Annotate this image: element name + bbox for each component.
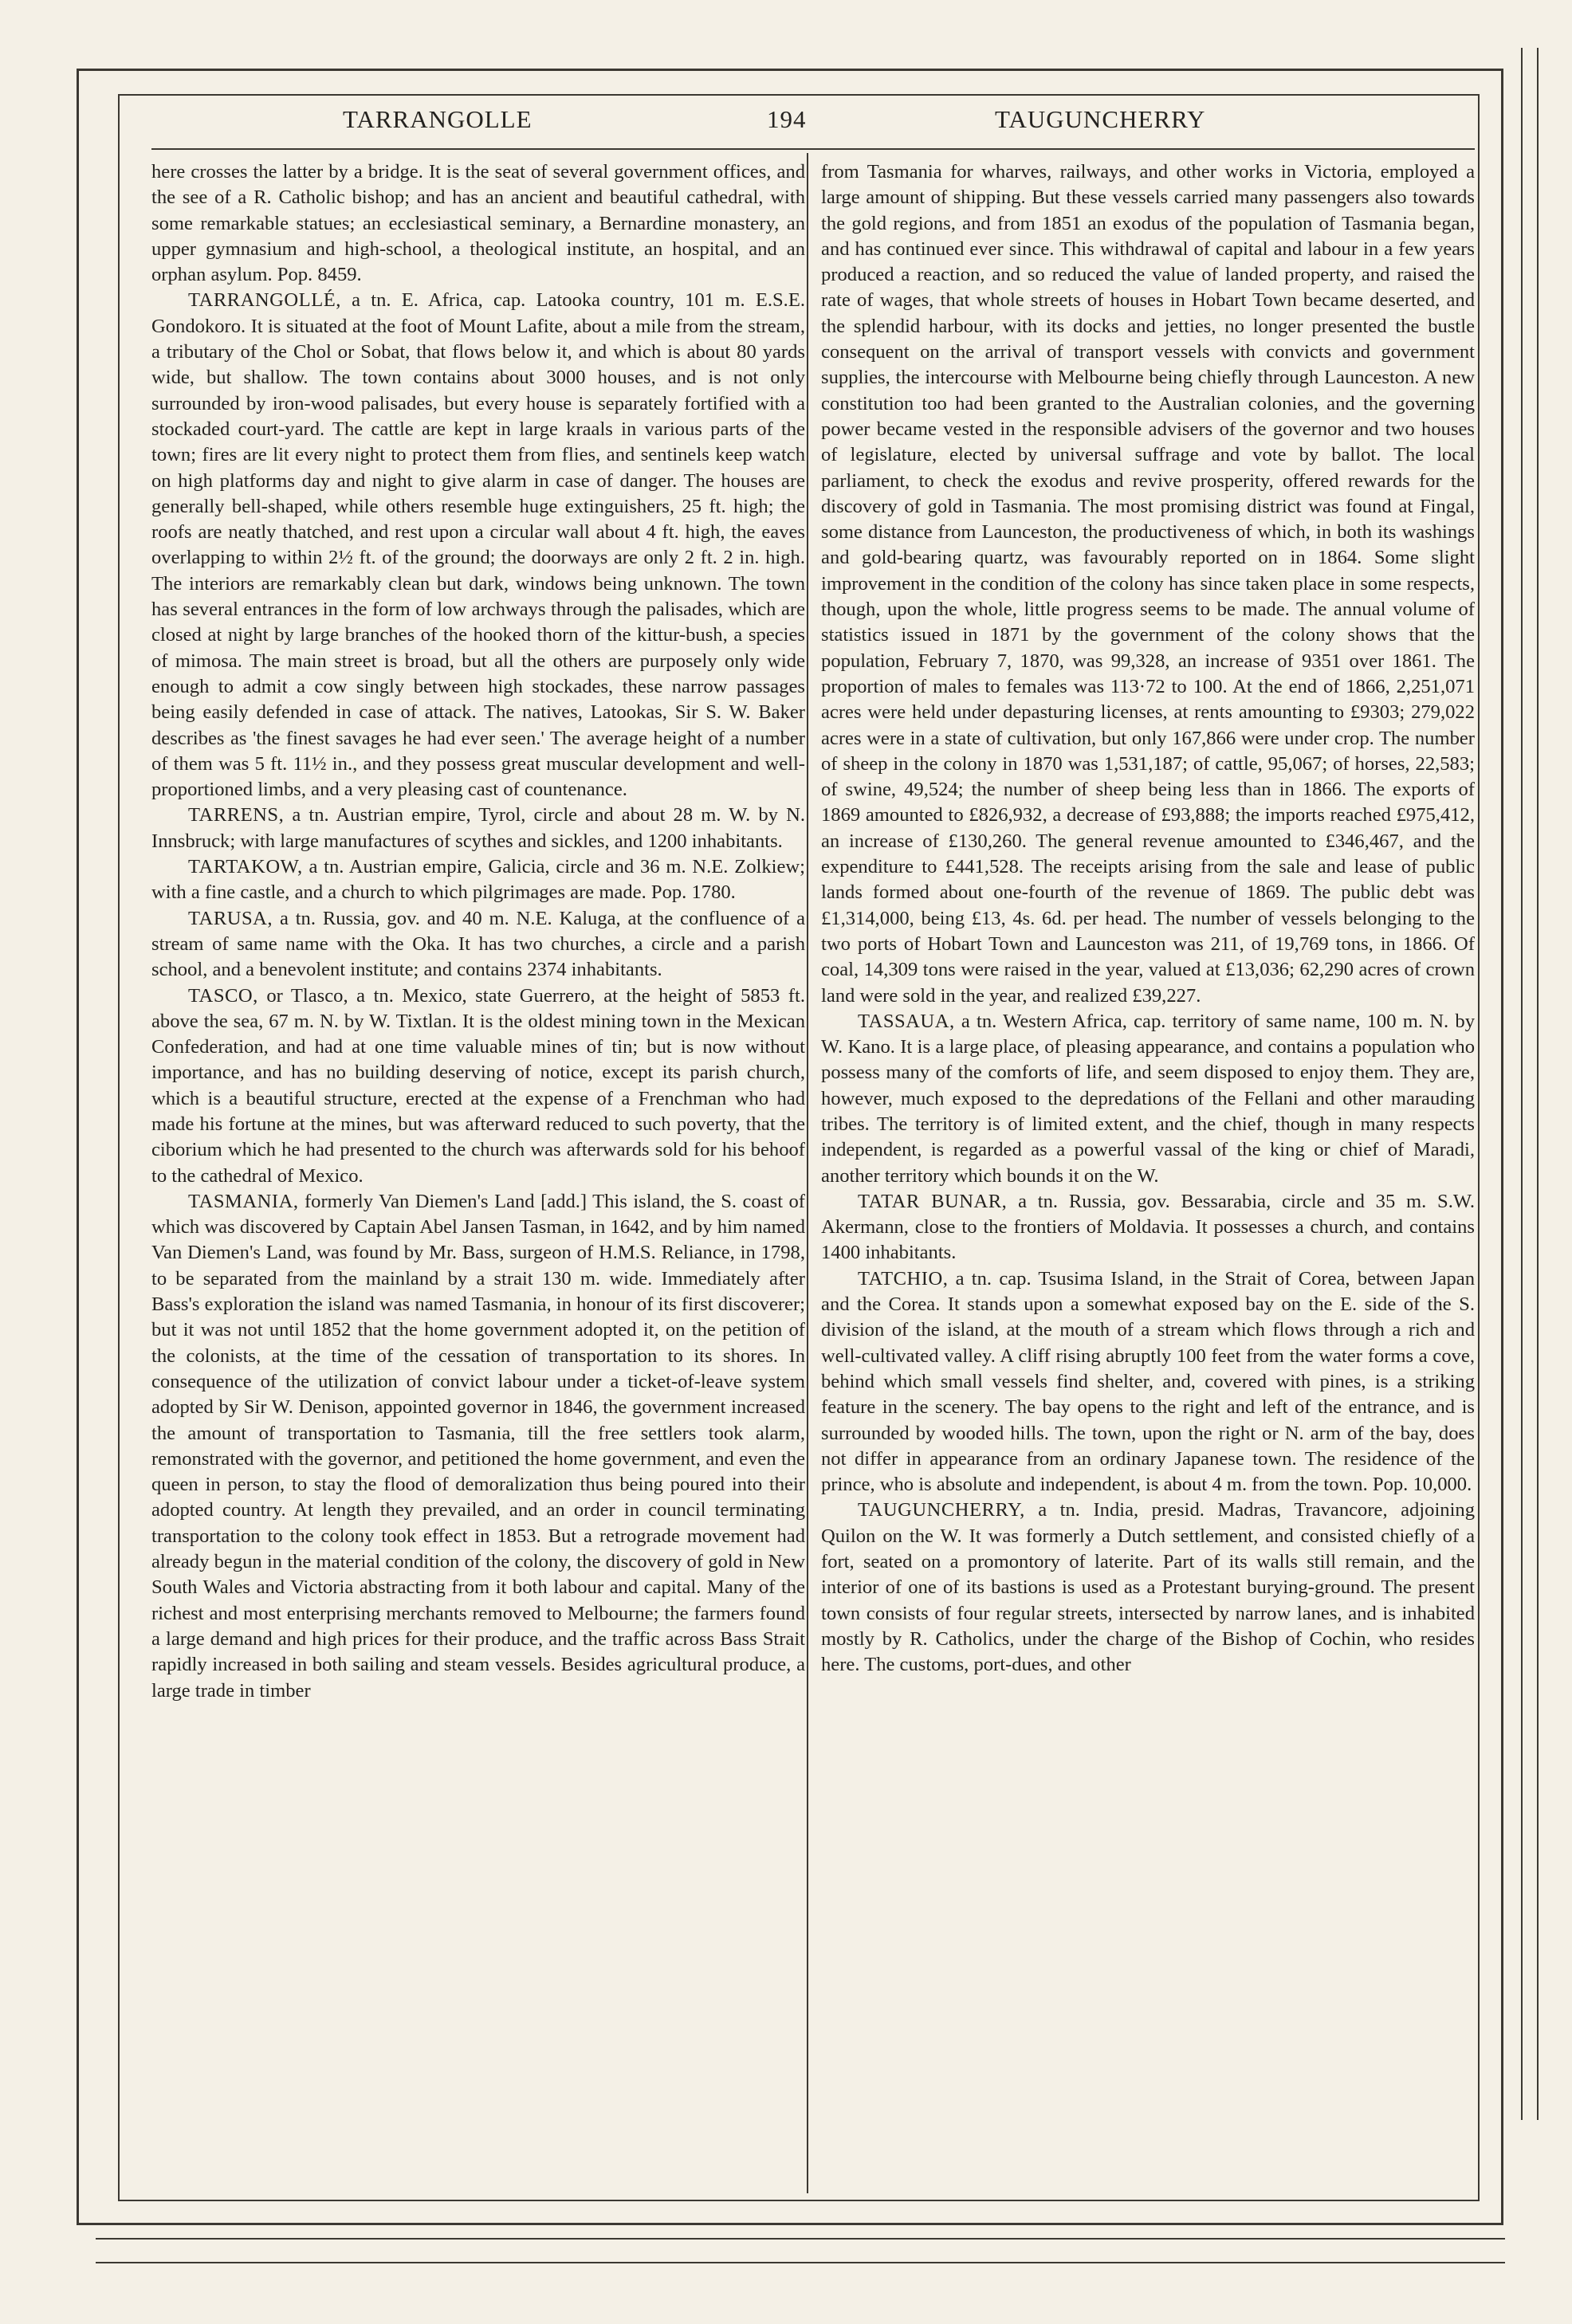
entry-text: formerly Van Diemen's Land [add.] This island, the S. coast of which was discovered by Captain Abel Jansen Tasman, in 1642, and by him named Van Diemen's Land, was found by Mr. Bass, surgeon of H.M.S. Reliance, in 1798, to be separated from the mainland by a strait 130 m. wide. Immediately after Bass's exploration the island was named Tasmania, in honour of its first discoverer; but it was not until 1852 that the home government adopted it, on the petition of the colonists, at the time of the cessation of transportation to its shores. In consequence of the utilization of convict labour under a ticket-of-leave system adopted by Sir W. Denison, appointed governor in 1846, the government increased the amount of transportation to Tasmania, till the free settlers took alarm, remonstrated with the governor, and petitioned the home government, and even the queen in person, to stay the flood of demoralization thus being poured into their adopted country. At length they prevailed, and an order in council terminating transportation to the colony took effect in 1853. But a retrograde movement had already begun in the material condition of the colony, the discovery of gold in New South Wales and Victoria abstracting from it both labour and capital. Many of the richest and most enterprising merchants removed to Melbourne; the farmers found a large demand and high prices for their produce, and the traffic across Bass Strait rapidly increased in both sailing and steam vessels. Besides agricultural produce, a large trade in timber bbox=[151, 1190, 805, 1702]
entry-name: TARRENS, bbox=[188, 804, 285, 826]
entry-name: TASMANIA, bbox=[188, 1190, 299, 1212]
entry-taugucherry bbox=[821, 1498, 1475, 1678]
running-head-right: TAUGUNCHERRY bbox=[995, 105, 1206, 133]
entry-text: here crosses the latter by a bridge. It is the seat of several government offices, and the see of a R. Catholic bishop; and has an ancient and beautiful cathedral, with some remarkable statues; an ecclesiastical seminary, a Bernardine monastery, an upper gymnasium and high-school, a theological institute, an hospital, and an orphan asylum. Pop. 8459. bbox=[151, 161, 805, 286]
entry-name: TATCHIO, bbox=[858, 1267, 949, 1290]
entry-name: TARTAKOW, bbox=[188, 856, 303, 878]
entry-text: a tn. cap. Tsusima Island, in the Strait of Corea, between Japan and the Corea. It stands upon a somewhat exposed bay on the E. side of the S. division of the island, at the mouth of a stream which flows through a rich and well-cultivated valley. A cliff rising abruptly 100 feet from the water forms a cove, behind which small vessels find shelter, and, covered with pines, is a striking feature in the scenery. The bay opens to the right and left of the entrance, and is surrounded by wooded hills. The town, upon the right or N. arm of the bay, does not differ in appearance from an ordinary Japanese town. The residence of the prince, who is absolute and independent, is about 4 m. from the town. Pop. 10,000. bbox=[821, 1267, 1475, 1496]
entry-text: a tn. Austrian empire, Tyrol, circle and about 28 m. W. by N. Innsbruck; with large manufactures of scythes and sickles, and 1200 inhabitants. bbox=[151, 804, 805, 852]
header-rule bbox=[151, 148, 1475, 150]
entry-name: TATAR BUNAR, bbox=[858, 1190, 1008, 1212]
bottom-rule bbox=[96, 2238, 1505, 2240]
bottom-rule bbox=[96, 2262, 1505, 2263]
entry-text: a tn. Western Africa, cap. territory of same name, 100 m. N. by W. Kano. It is a large place, of pleasing appearance, and contains a population who possess many of the comforts of life, and seem disposed to enjoy them. They are, however, much exposed to the depredations of the Fellani and other marauding tribes. The territory is of limited extent, and the chief, though in many respects independent, is regarded as a powerful vassal of the king or chief of Maradi, another territory which bounds it on the W. bbox=[821, 1010, 1476, 1187]
entry-tasco bbox=[151, 983, 805, 1189]
entry-tassaua bbox=[821, 1009, 1475, 1189]
entry-text: a tn. Russia, gov. and 40 m. N.E. Kaluga, at the confluence of a stream of same name with the Oka. It has two churches, a circle and a parish school, and a benevolent institute; and contains 2374 inhabitants. bbox=[151, 907, 805, 981]
entry-continuation bbox=[151, 159, 805, 288]
right-rule bbox=[1537, 48, 1539, 2120]
entry-name: TASCO, bbox=[188, 984, 258, 1007]
page-number: 194 bbox=[767, 105, 807, 133]
entry-name: TAUGUNCHERRY, bbox=[858, 1499, 1025, 1521]
entry-text: a tn. Austrian empire, Galicia, circle and 36 m. N.E. Zolkiew; with a fine castle, and a church to which pilgrimages are made. Pop. 1780. bbox=[151, 856, 805, 904]
left-column bbox=[151, 159, 805, 1704]
entry-name: TARRANGOLLÉ, bbox=[188, 289, 341, 312]
entry-tasmania bbox=[151, 1189, 805, 1704]
entry-name: TASSAUA, bbox=[858, 1010, 955, 1032]
running-head-left: TARRANGOLLE bbox=[343, 105, 533, 133]
entry-text: a tn. Russia, gov. Bessarabia, circle and 35 m. S.W. Akermann, close to the frontiers of Moldavia. It possesses a church, and contains 1400 inhabitants. bbox=[821, 1190, 1475, 1264]
entry-tarusa bbox=[151, 906, 805, 983]
entry-tarrens bbox=[151, 803, 805, 854]
running-head bbox=[151, 105, 1459, 142]
entry-tatchio bbox=[821, 1266, 1475, 1498]
entry-tatar-bunar bbox=[821, 1189, 1475, 1266]
right-rule bbox=[1521, 48, 1523, 2120]
right-column bbox=[821, 159, 1475, 1678]
entry-name: TARUSA, bbox=[188, 907, 273, 929]
entry-text: or Tlasco, a tn. Mexico, state Guerrero, at the height of 5853 ft. above the sea, 67 m. N. by W. Tixtlan. It is the oldest mining town in the Mexican Confederation, and had at one time valuable mines of tin; but is now without importance, and has no building deserving of notice, except its parish church, which is a beautiful structure, erected at the expense of a Frenchman who had made his fortune at the mines, but was afterward reduced to such poverty, that the ciborium which he had presented to the church was afterwards sold for his behoof to the cathedral of Mexico. bbox=[151, 984, 805, 1187]
column-divider bbox=[807, 153, 808, 2193]
entry-text: a tn. India, presid. Madras, Travancore, adjoining Quilon on the W. It was formerly a Dutch settlement, and consisted chiefly of a fort, seated on a promontory of laterite. Part of its walls still remain, and the interior of one of its bastions is used as a Protestant burying-ground. The present town consists of four regular streets, intersected by narrow lanes, and is inhabited mostly by R. Catholics, under the charge of the Bishop of Cochin, who resides here. The customs, port-dues, and other bbox=[821, 1499, 1475, 1676]
entry-tartakow bbox=[151, 854, 805, 906]
entry-text: from Tasmania for wharves, railways, and other works in Victoria, employed a large amount of shipping. But these vessels carried many passengers also towards the gold regions, and from 1851 an exodus of the population of Tasmania began, and has continued ever since. This withdrawal of capital and labour in a few years produced a reaction, and so reduced the value of landed property, and raised the rate of wages, that whole streets of houses in Hobart Town became deserted, and the splendid harbour, with its docks and jetties, no longer presented the bustle consequent on the arrival of transport vessels with convicts and government supplies, the intercourse with Melbourne being chiefly through Launceston. A new constitution too had been granted to the Australian colonies, and the governing power became vested in the responsible advisers of the governor and two houses of legislature, elected by universal suffrage and vote by ballot. The local parliament, to check the exodus and revive prosperity, offered rewards for the discovery of gold in Tasmania. The most promising district was found at Fingal, some distance from Launceston, the productiveness of which, in both its washings and gold-bearing quartz, was favourably reported on in 1864. Some slight improvement in the condition of the colony has since taken place in some respects, though, upon the whole, little progress seems to be made. The annual volume of statistics issued in 1871 by the government of the colony shows that the population, February 7, 1870, was 99,328, an increase of 9351 over 1861. The proportion of males to females was 113·72 to 100. At the end of 1866, 2,251,071 acres were held under depasturing licenses, at rents amounting to £9303; 279,022 acres were in a state of cultivation, but only 167,866 were under crop. The number of sheep in the colony in 1870 was 1,531,187; of cattle, 95,067; of horses, 22,583; of swine, 49,524; the number of sheep being less than in 1866. The exports of 1869 amounted to £826,932, a decrease of £93,888; the imports reached £975,412, an increase of £130,260. The general revenue amounted to £346,467, and the expenditure to £441,528. The receipts arising from the sale and lease of public lands formed about one-fourth of the revenue of 1869. The public debt was £1,314,000, being £13, 4s. 6d. per head. The number of vessels belonging to the two ports of Hobart Town and Launceston was 211, of 19,769 tons, in 1866. Of coal, 14,309 tons were raised in the year, valued at £13,036; 62,290 acres of crown land were sold in the year, and realized £39,227. bbox=[821, 161, 1475, 1007]
entry-continuation bbox=[821, 159, 1475, 1009]
entry-tarrangolle bbox=[151, 288, 805, 803]
entry-text: a tn. E. Africa, cap. Latooka country, 101 m. E.S.E. Gondokoro. It is situated at the foot of Mount Lafite, about a mile from the stream, a tributary of the Chol or Sobat, that flows below it, and which is about 80 yards wide, but shallow. The town contains about 3000 houses, and is not only surrounded by iron-wood palisades, but every house is separately fortified with a stockaded court-yard. The cattle are kept in large kraals in various parts of the town; fires are lit every night to protect them from flies, and sentinels keep watch on high platforms day and night to give alarm in case of danger. The houses are generally bell-shaped, while others resemble huge extinguishers, 25 ft. high; the roofs are neatly thatched, and rest upon a circular wall about 4 ft. high, the eaves overlapping to within 2½ ft. of the ground; the doorways are only 2 ft. 2 in. high. The interiors are remarkably clean but dark, windows being unknown. The town has several entrances in the form of low archways through the palisades, which are closed at night by large branches of the hooked thorn of the kittur-bush, a species of mimosa. The main street is broad, but all the others are purposely only wide enough to admit a cow singly between high stockades, these narrow passages being easily defended in case of attack. The natives, Latookas, Sir S. W. Baker describes as 'the finest savages he had ever seen.' The average height of a number of them was 5 ft. 11½ in., and they possess great muscular development and well-proportioned limbs, and a very pleasing cast of countenance. bbox=[151, 289, 805, 801]
